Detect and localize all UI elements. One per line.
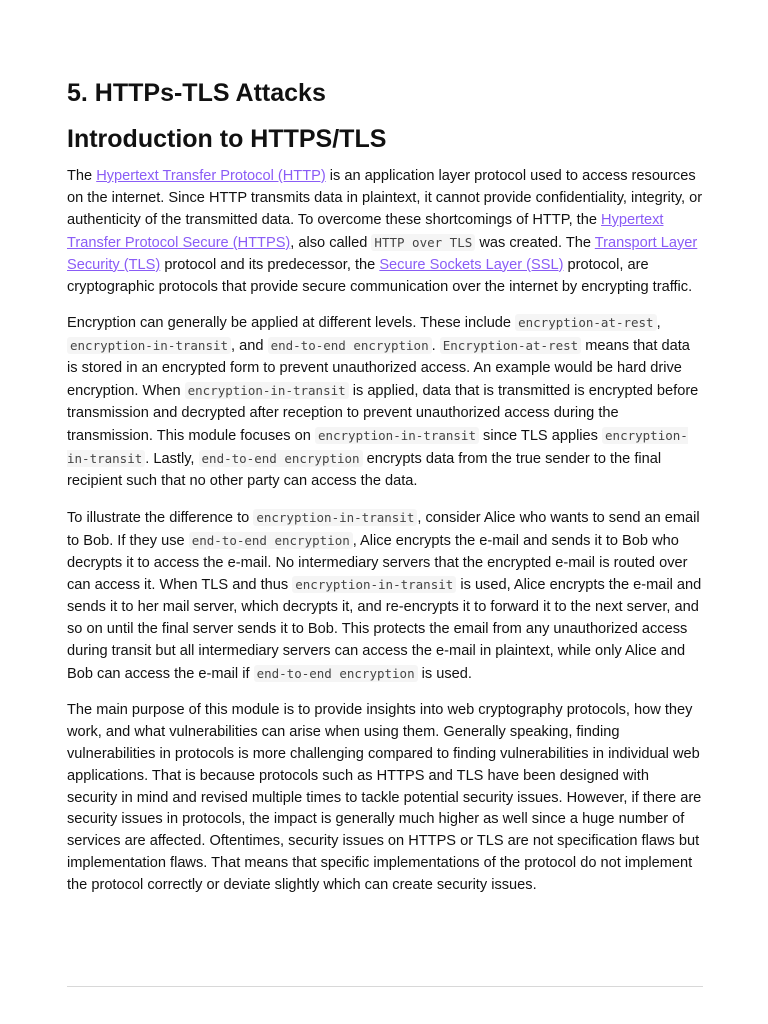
text-run: , also called: [290, 234, 372, 251]
inline-code: encryption-at-rest: [515, 314, 656, 331]
inline-code: end-to-end encryption: [268, 337, 432, 354]
paragraph-https-intro: [67, 166, 703, 298]
text-run: Encryption can generally be applied at different levels. These include: [67, 315, 516, 332]
text-run: .: [431, 338, 440, 355]
text-run: , consider Alice who wants to send an email to Bob. If they use: [67, 509, 700, 549]
inline-code: encryption-in-transit: [292, 576, 456, 593]
inline-code: encryption-in-transit: [67, 337, 231, 354]
inline-code: encryption-in-transit: [253, 509, 417, 526]
inline-link[interactable]: Hypertext Transfer Protocol (HTTP): [96, 168, 326, 184]
inline-code: encryption-in-transit: [185, 382, 349, 399]
text-run: . Lastly,: [145, 450, 199, 467]
inline-code: encryption-in-transit: [315, 427, 479, 444]
inline-code: HTTP over TLS: [371, 234, 475, 251]
text-run: is used, Alice encrypts the e-mail and sends it to her mail server, which decrypts it, and re-encrypts it to forward it to the next server, and so on until the final server sends it to Bob. This protects the email from any unauthorized access during transit but all intermediary servers can access the e-mail in plaintext, while only Alice and Bob can access the e-mail if: [67, 577, 702, 683]
inline-link[interactable]: Hypertext Transfer Protocol Secure (HTTPS): [67, 211, 664, 251]
inline-code: end-to-end encryption: [189, 532, 353, 549]
text-run: protocol, are cryptographic protocols that provide secure communication over the internet by encrypting traffic.: [67, 256, 693, 295]
text-run: is used.: [417, 666, 472, 683]
text-run: is an application layer protocol used to access resources on the internet. Since HTTP transmits data in plaintext, it cannot provide confidentiality, integrity, or authenticity of the transmitted data. To overcome these shortcomings of HTTP, the: [67, 168, 703, 228]
text-run: encrypts data from the true sender to the final recipient such that no other party can access the data.: [67, 450, 662, 489]
text-run: , and: [231, 338, 268, 355]
chapter-heading: 5. HTTPs-TLS Attacks: [67, 79, 326, 107]
text-run: The main purpose of this module is to provide insights into web cryptography protocols, how they work, and what vulnerabilities can arise when using them. Generally speaking, finding vulnerabilities in protocols is more challenging compared to finding vulnerabilities in individual web applications. That is because protocols such as HTTPS and TLS have been designed with security in mind and revised multiple times to tackle potential security issues. However, if there are security issues in protocols, the impact is generally much higher as well since a huge number of services are affected. Oftentimes, security issues on HTTPS or TLS are not specification flaws but implementation flaws. That means that specific implementations of the protocol do not implement the protocol correctly or deviate slightly which can create security issues.: [67, 701, 702, 894]
text-run: means that data is stored in an encrypted form to prevent unauthorized access. An example would be hard drive encryption. When: [67, 338, 690, 400]
text-run: was created. The: [475, 234, 595, 251]
text-run: is applied, data that is transmitted is encrypted before transmission and decrypted after reception to prevent unauthorized access during the transmission. This module focuses on: [67, 383, 699, 444]
inline-code: encryption-in-transit: [67, 427, 688, 466]
text-run: ,: [656, 315, 661, 332]
inline-code: end-to-end encryption: [254, 665, 418, 682]
inline-link[interactable]: Secure Sockets Layer (SSL): [379, 256, 564, 273]
text-run: , Alice encrypts the e-mail and sends it to Bob who decrypts it to access the e-mail. No intermediary servers that the encrypted e-mail is routed over can access it. When TLS and thus: [67, 532, 688, 594]
inline-code: Encryption-at-rest: [440, 337, 581, 354]
inline-code: end-to-end encryption: [199, 450, 363, 467]
inline-link[interactable]: Transport Layer Security (TLS): [67, 234, 698, 273]
text-run: protocol and its predecessor, the: [160, 256, 380, 273]
body-text: [67, 166, 703, 897]
page-divider: [67, 986, 703, 987]
paragraph-module-purpose: [67, 700, 703, 897]
text-run: since TLS applies: [478, 427, 603, 444]
text-run: To illustrate the difference to: [67, 509, 254, 526]
document-page: [67, 72, 703, 911]
paragraph-email-example: [67, 507, 703, 686]
paragraph-encryption-levels: [67, 312, 703, 492]
text-run: The: [67, 168, 97, 184]
section-title: Introduction to HTTPS/TLS: [67, 125, 387, 153]
